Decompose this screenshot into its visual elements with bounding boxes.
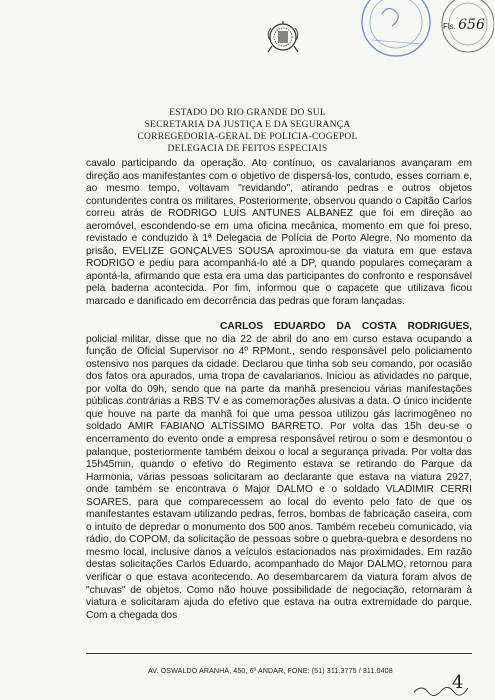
paragraph-2-text: policial militar, disse que no dia 22 de abril do ano em curso estava ocupando a função de Oficial Supervisor no 4º RPMont., sendo responsável pelo policiamento ostensivo nos parques da cidade. Declarou que tinha sob seu comando, por ocasião dos fatos ora apurados, uma tropa de cavalarianos. Iniciou as atividades no parque, por volta do 09h, sendo que na parte da manhã presenciou várias manifestações públicas contrárias a RBS TV e as comemorações alusivas a data. O único incidente que houve na parte da manhã foi que uma pessoa utilizou gás lacrimogêneo no soldado AMIR FABIANO ALTÍSSIMO BARRETO. Por volta das 15h deu-se o encerramento do evento onde a empresa responsável retirou o som e desmontou o palanque, posteriormente também deixou o local a segurança privada. Por volta das 15h45min, quando o efetivo do Regimento estava se retirando do Parque da Harmonia, várias pessoas solicitaram ao declarante que estava na viatura 2927, onde também se encontrava o Major DALMO e o soldado VLADIMIR CERRI SOARES, para que comparecessem ao local do evento pelo fato de que os manifestantes estavam utilizando pedras, ferros, bombas de fabricação caseira, com o intuito de depredar o monumento dos 500 anos. Também recebeu comunicado, via rádio, do COPOM, da solicitação de pessoas sobre o quebra-quebra e desordens no mesmo local, inclusive danos a veículos estacionados nas proximidades. Em razão destas solicitações Carlos Eduardo, acompanhado do Major DALMO, retornou para verificar o que estava acontecendo. Ao desembarcarem da viatura foram alvos de "chuvas" de objetos. Como não houve possibilidade de negociação, retornaram à viatura e solicitaram ajuda do efetivo que estava na outra extremidade do parque. Com a chegada dos (86, 333, 472, 621)
letterhead-line: CORREGEDORIA-GERAL DE POLICIA-COGEPOL (137, 131, 358, 142)
document-body (86, 158, 472, 622)
footer-divider (86, 653, 472, 654)
paragraph-1: cavalo participando da operação. Ato contínuo, os cavalarianos avançaram em direção aos manifestantes com o objetivo de dispersá-los, contudo, esses corriam e, ao mesmo tempo, voltavam "revidando", atirando pedras e outros objetos contundentes contra os militares. Posteriormente, observou quando o Capitão Carlos correu atrás de RODRIGO LUÍS ANTUNES ALBANEZ que foi em direção ao aeromóvel, escondendo-se em uma oficina mecânica, momento em que foi preso, revistado e conduzido à 1ª Delegacia de Polícia de Porto Alegre. No momento da prisão, EVELIZE GONÇALVES SOUSA aproximou-se da viatura em que estava RODRIGO e pediu para acompanhá-lo até a DP, quando populares começaram a apontá-la, afirmando que esta era uma das participantes do confronto e responsável pela baderna acontecida. Por fim, informou que o capacete que utilizava ficou marcado e danificado em decorrência das pedras que foram lançadas. (86, 158, 472, 308)
paragraph-2 (86, 321, 472, 622)
letterhead-line: ESTADO DO RIO GRANDE DO SUL (169, 107, 326, 118)
footer-address: AV. OSWALDO ARANHA, 450, 6º ANDAR, FONE: (51) 311.3775 / 311.0408 (148, 667, 393, 675)
folio-value: 656 (458, 17, 485, 33)
witness-name: CARLOS EDUARDO DA COSTA RODRIGUES, (220, 321, 472, 333)
round-stamp-icon (352, 0, 432, 62)
folio-number: Fls. 656 (443, 17, 485, 33)
signature-icon (412, 678, 472, 698)
coat-of-arms-icon (266, 20, 300, 54)
page-number: 4 (452, 672, 464, 692)
letterhead-line: DELEGACIA DE FEITOS ESPECIAIS (167, 143, 328, 154)
letterhead (0, 107, 495, 155)
letterhead-line: SECRETARIA DA JUSTIÇA E DA SEGURANÇA (144, 119, 351, 130)
